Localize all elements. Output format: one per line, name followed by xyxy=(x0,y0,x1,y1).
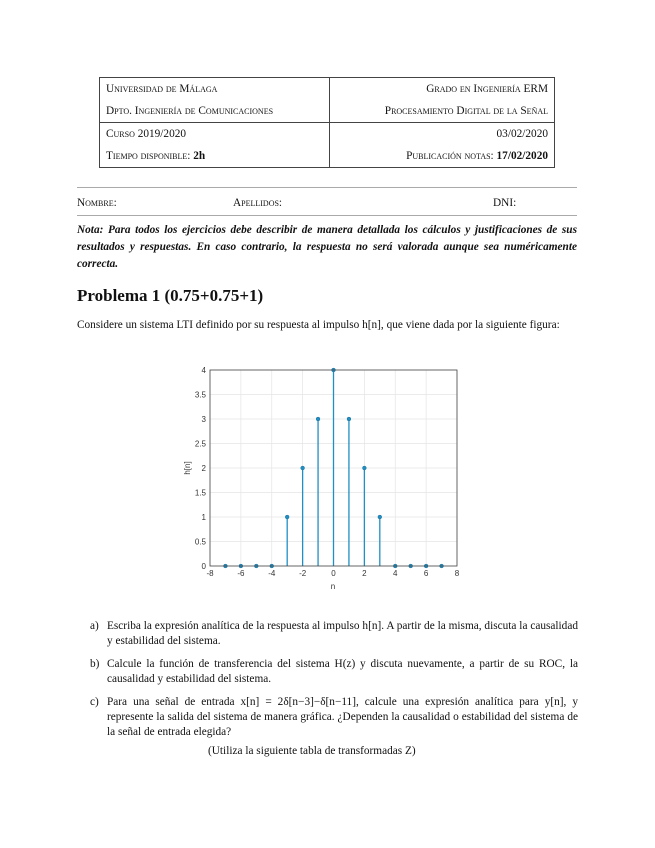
question-label: c) xyxy=(90,696,99,708)
y-tick-label: 0 xyxy=(201,562,206,571)
problem-intro: Considere un sistema LTI definido por su respuesta al impulso h[n], que viene dada por la siguiente figura: xyxy=(77,319,560,331)
x-tick-label: -2 xyxy=(299,569,307,578)
exam-date: 03/02/2020 xyxy=(329,123,554,146)
time-available xyxy=(100,145,330,168)
department: Dpto. Ingeniería de Comunicaciones xyxy=(106,105,274,117)
divider xyxy=(77,187,577,188)
stem-marker xyxy=(285,515,289,519)
y-tick-label: 2 xyxy=(201,464,206,473)
question-text: Escriba la expresión analítica de la respuesta al impulso h[n]. A partir de la misma, discuta la causalidad y estabilidad del sistema. xyxy=(107,620,578,647)
note: Nota: Para todos los ejercicios debe describir de manera detallada los cálculos y justificaciones de sus resultados y respuestas. En caso contrario, la respuesta no será valorada aunque sea numéricamente correcta. xyxy=(77,224,577,270)
question-b xyxy=(90,657,578,687)
x-tick-label: 4 xyxy=(393,569,398,578)
year: Curso 2019/2020 xyxy=(100,123,330,146)
x-tick-label: 8 xyxy=(454,569,460,578)
question-text: Calcule la función de transferencia del sistema H(z) y discuta nuevamente, a partir de su ROC, la causalidad y estabilidad del sistema. xyxy=(107,658,578,685)
question-label: a) xyxy=(90,620,99,632)
x-tick-label: 6 xyxy=(423,569,429,578)
question-c xyxy=(90,695,578,740)
y-tick-label: 2.5 xyxy=(194,439,206,449)
x-tick-label: 2 xyxy=(362,569,367,578)
stem-marker xyxy=(301,466,305,470)
x-tick-label: -4 xyxy=(268,569,276,578)
university: Universidad de Málaga xyxy=(106,83,218,95)
time-value: 2h xyxy=(193,150,206,162)
y-tick-label: 1 xyxy=(201,513,206,522)
name-label: Nombre: xyxy=(77,197,117,209)
publication-value: 17/02/2020 xyxy=(496,150,548,162)
course-name: Procesamiento Digital de la Señal xyxy=(329,100,554,123)
y-axis-label: h[n] xyxy=(183,461,192,475)
surname-label: Apellidos: xyxy=(233,197,283,209)
x-tick-label: 0 xyxy=(331,569,336,578)
stem-marker xyxy=(316,417,320,421)
y-tick-label: 3.5 xyxy=(194,390,206,400)
problem-title: Problema 1 (0.75+0.75+1) xyxy=(77,286,264,305)
x-axis-label: n xyxy=(330,582,336,591)
y-tick-label: 0.5 xyxy=(194,537,206,547)
degree: Grado en Ingeniería ERM xyxy=(329,78,554,101)
x-tick-label: -8 xyxy=(206,569,214,578)
question-a xyxy=(90,619,578,649)
table-reference: (Utiliza la siguiente tabla de transformadas Z) xyxy=(208,745,416,757)
stem-marker xyxy=(347,417,351,421)
stem-marker xyxy=(362,466,366,470)
question-label: b) xyxy=(90,658,100,670)
divider xyxy=(77,215,577,216)
impulse-response-chart xyxy=(170,360,470,600)
stem-marker xyxy=(378,515,382,519)
publication xyxy=(329,145,554,168)
y-tick-label: 3 xyxy=(201,415,206,424)
y-tick-label: 1.5 xyxy=(194,488,206,498)
time-label: Tiempo disponible: xyxy=(106,150,191,162)
question-text: Para una señal de entrada x[n] = 2δ[n−3]−δ[n−11], calcule una expresión analítica para y[n], y represente la salida del sistema de manera gráfica. ¿Dependen la causalidad o estabilidad del sistema de la señal de entrada elegida? xyxy=(107,696,578,738)
publication-label: Publicación notas: xyxy=(406,150,494,162)
dni-label: DNI: xyxy=(493,197,517,209)
header-table xyxy=(99,77,555,168)
y-tick-label: 4 xyxy=(201,366,206,375)
x-tick-label: -6 xyxy=(237,569,245,578)
